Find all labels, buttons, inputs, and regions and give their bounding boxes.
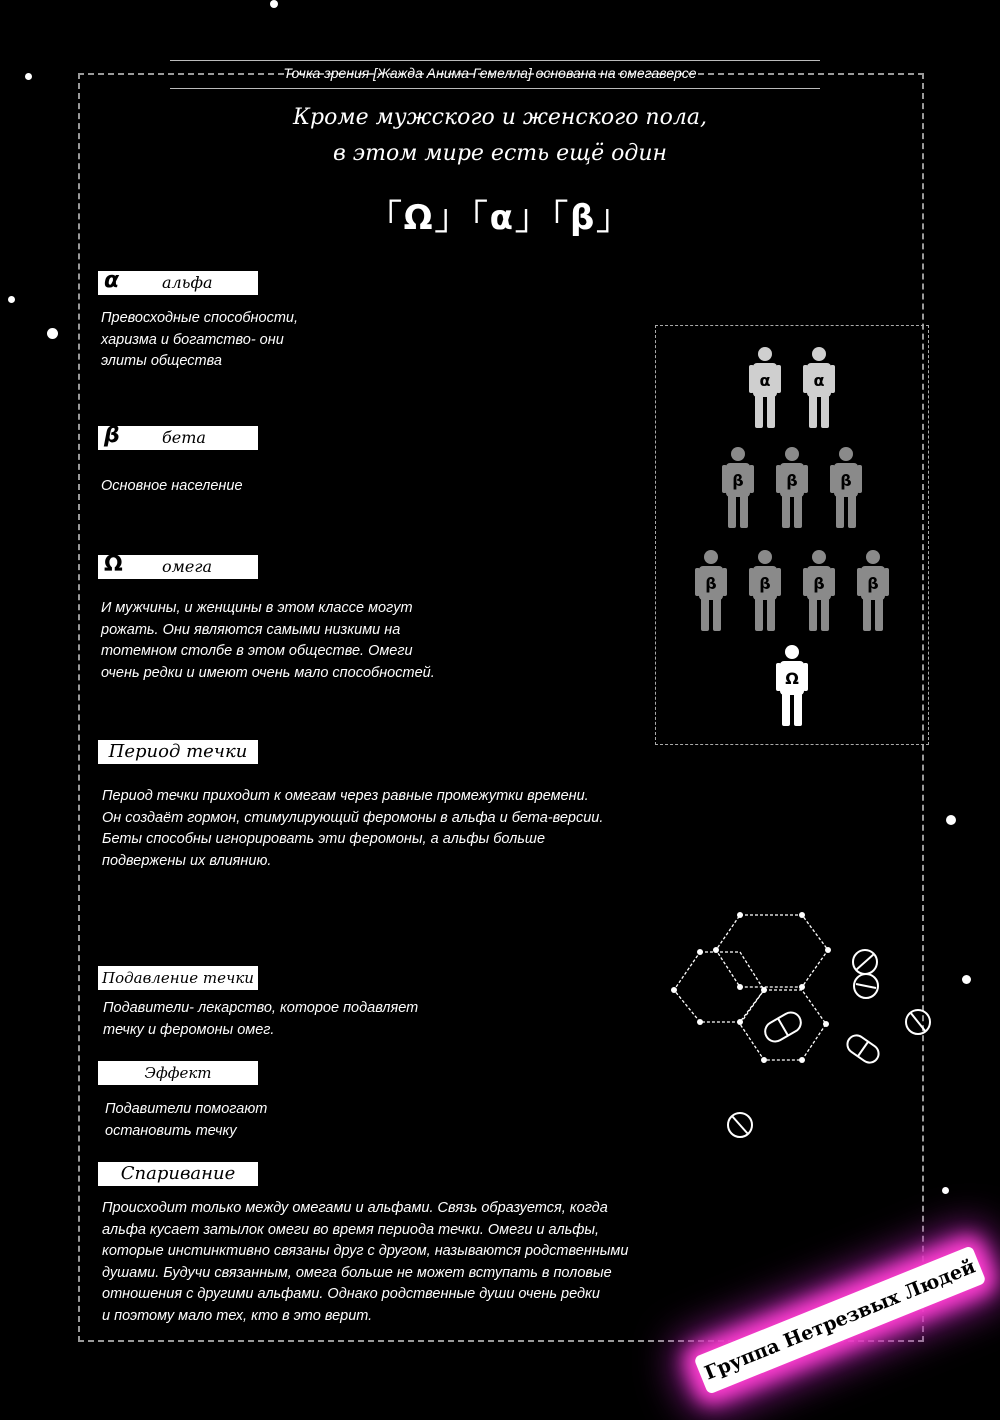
person-icon [829, 446, 863, 530]
header-rule [170, 88, 820, 89]
svg-text:β: β [705, 574, 717, 593]
heat-label-text: Период течки [108, 741, 248, 762]
person-figure [748, 346, 782, 430]
svg-text:α: α [759, 371, 771, 390]
title-line-1: Кроме мужского и женского пола, [293, 105, 707, 130]
mating-description: Происходит только между омегами и альфами. Связь образуется, когда альфа кусает затылок омеги во время периода течки. Омеги и альфы, которые инстинктивно связаны друг с другом, называются родственными душами. Будучи связанным, омега больше не может вступать в половые отношения с другими альфами. Однако родственные души очень редки и поэтому мало тех, кто в это верит. [102, 1200, 629, 1324]
omega-description: И мужчины, и женщины в этом классе могут рожать. Они являются самыми низкими на тотемном столбе в этом обществе. Омеги очень редки и имеют очень мало способностей. [101, 600, 435, 681]
header-note: Точка зрения [Жажда Анима Гемелла] основана на омегаверсе [283, 65, 697, 81]
molecule-illustration [660, 900, 950, 1150]
suppressant-effect-label [98, 1061, 258, 1106]
person-icon [775, 644, 809, 728]
star-dot [25, 73, 32, 80]
suppression-description: Подавители- лекарство, которое подавляет течку и феромоны омег. [103, 1000, 419, 1038]
beta-symbol: β [104, 423, 120, 448]
title-line-2: в этом мире есть ещё один [332, 141, 668, 166]
star-dot [946, 815, 956, 825]
page-title [200, 100, 800, 172]
alpha-label-text: альфа [162, 273, 213, 292]
person-figure [802, 549, 836, 633]
heat-label [98, 740, 258, 764]
svg-text:α: α [813, 371, 825, 390]
star-dot [270, 0, 278, 8]
suppression-label-text: Подавление течки [102, 969, 254, 987]
person-figure [802, 346, 836, 430]
beta-description: Основное население [101, 478, 243, 494]
suppression-label [98, 966, 258, 990]
svg-text:β: β [732, 471, 744, 490]
person-icon [802, 549, 836, 633]
svg-text:β: β [813, 574, 825, 593]
beta-label [98, 423, 258, 450]
alpha-symbol: α [104, 268, 120, 293]
mating-label [98, 1162, 258, 1186]
mating-label-text: Спаривание [120, 1163, 236, 1184]
svg-text:β: β [867, 574, 879, 593]
omega-label [98, 552, 258, 579]
person-icon [802, 346, 836, 430]
person-figure [748, 549, 782, 633]
omega-symbol: Ω [104, 552, 123, 577]
person-figure [775, 644, 809, 728]
svg-text:β: β [759, 574, 771, 593]
person-icon [748, 549, 782, 633]
star-dot [962, 975, 971, 984]
person-figure [856, 549, 890, 633]
star-dot [942, 1187, 949, 1194]
person-icon [721, 446, 755, 530]
person-icon [775, 446, 809, 530]
heat-description: Период течки приходит к омегам через равные промежутки времени. Он создаёт гормон, стимулирующий феромоны в альфа и бета-версии. Беты способны игнорировать эти феромоны, а альфы больше подвержены их влиянию. [102, 788, 604, 869]
alpha-description: Превосходные способности, харизма и богатство- они элиты общества [101, 310, 299, 369]
person-figure [829, 446, 863, 530]
person-icon [694, 549, 728, 633]
alpha-label [98, 268, 258, 295]
person-figure [775, 446, 809, 530]
hierarchy-figure [655, 325, 929, 745]
svg-text:Ω: Ω [785, 669, 799, 688]
person-icon [748, 346, 782, 430]
person-figure [694, 549, 728, 633]
star-dot [47, 328, 58, 339]
svg-text:β: β [840, 471, 852, 490]
greek-symbols: 「Ω」「α」「β」 [367, 198, 633, 238]
suppressant-effect-label-text: Эффект подавителей [124, 1064, 232, 1106]
person-icon [856, 549, 890, 633]
svg-text:β: β [786, 471, 798, 490]
watermark-badge: Группа Нетрезвых Людей [693, 1245, 986, 1394]
omega-label-text: омега [162, 557, 212, 576]
suppressant-effect-description: Подавители помогают остановить течку [105, 1101, 268, 1139]
star-dot [8, 296, 15, 303]
person-figure [721, 446, 755, 530]
beta-label-text: бета [162, 428, 206, 447]
